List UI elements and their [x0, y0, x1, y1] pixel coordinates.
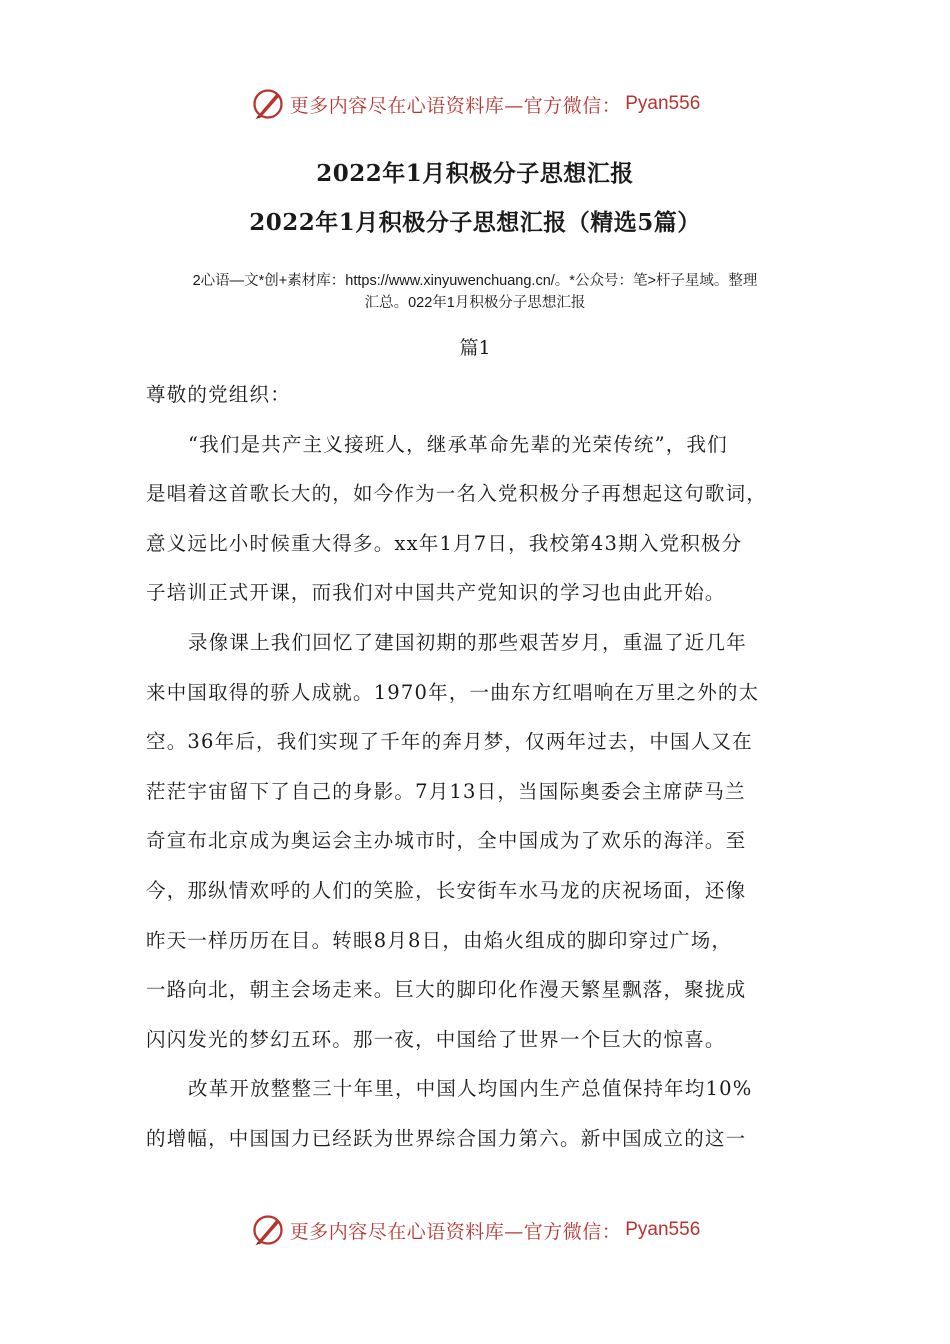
pen-logo-icon — [250, 1212, 286, 1248]
text-line: 改革开放整整三十年里，中国人均国内生产总值保持年均10% — [188, 1077, 753, 1101]
text-line: 的增幅，中国国力已经跃为世界综合国力第六。新中国成立的这一 — [146, 1126, 747, 1150]
salutation: 尊敬的党组织： — [146, 383, 291, 406]
text-line: 意义远比小时候重大得多。xx年1月7日，我校第43期入党积极分 — [146, 531, 743, 555]
footer-banner — [0, 1208, 950, 1252]
header-banner — [0, 82, 950, 126]
banner-text: 更多内容尽在心语资料库—官方微信： — [289, 1220, 622, 1243]
body-text — [146, 380, 796, 1174]
text-line: 茫茫宇宙留下了自己的身影。7月13日，当国际奥委会主席萨马兰 — [146, 779, 746, 803]
source-note-line: 汇总。022年1月积极分子思想汇报 — [364, 295, 586, 311]
text-line: 今，那纵情欢呼的人们的笑脸，长安街车水马龙的庆祝场面，还像 — [146, 878, 747, 902]
text-line: 奇宣布北京成为奥运会主办城市时，全中国成为了欢乐的海洋。至 — [146, 829, 747, 853]
text-line: 子培训正式开课，而我们对中国共产党知识的学习也由此开始。 — [146, 581, 726, 605]
text-line: “我们是共产主义接班人，继承革命先辈的光荣传统”，我们 — [188, 432, 728, 456]
text-line: 录像课上我们回忆了建国初期的那些艰苦岁月，重温了近几年 — [188, 630, 747, 654]
text-line: 昨天一样历历在目。转眼8月8日，由焰火组成的脚印穿过广场， — [146, 928, 733, 952]
pen-logo-icon — [250, 86, 286, 122]
text-line: 空。36年后，我们实现了千年的奔月梦，仅两年过去，中国人又在 — [146, 730, 753, 754]
text-line: 闪闪发光的梦幻五环。那一夜，中国给了世界一个巨大的惊喜。 — [146, 1027, 726, 1051]
document-subtitle: 2022年1月积极分子思想汇报（精选5篇） — [249, 209, 701, 236]
source-note-line: 2心语—文*创+素材库：https://www.xinyuwenchuang.cn/。*公众号：笔>杆子星域。整理 — [192, 273, 758, 289]
chapter-heading: 篇1 — [459, 337, 491, 359]
text-line: 来中国取得的骄人成就。1970年，一曲东方红唱响在万里之外的太 — [146, 680, 760, 704]
wechat-id: Pyan556 — [625, 93, 701, 114]
banner-text: 更多内容尽在心语资料库—官方微信： — [289, 94, 622, 117]
source-note — [140, 270, 810, 314]
text-line: 一路向北，朝主会场走来。巨大的脚印化作漫天繁星飘落，聚拢成 — [146, 978, 747, 1002]
wechat-id: Pyan556 — [625, 1219, 701, 1240]
document-title: 2022年1月积极分子思想汇报 — [316, 160, 634, 187]
text-line: 是唱着这首歌长大的，如今作为一名入党积极分子再想起这句歌词， — [146, 482, 768, 506]
